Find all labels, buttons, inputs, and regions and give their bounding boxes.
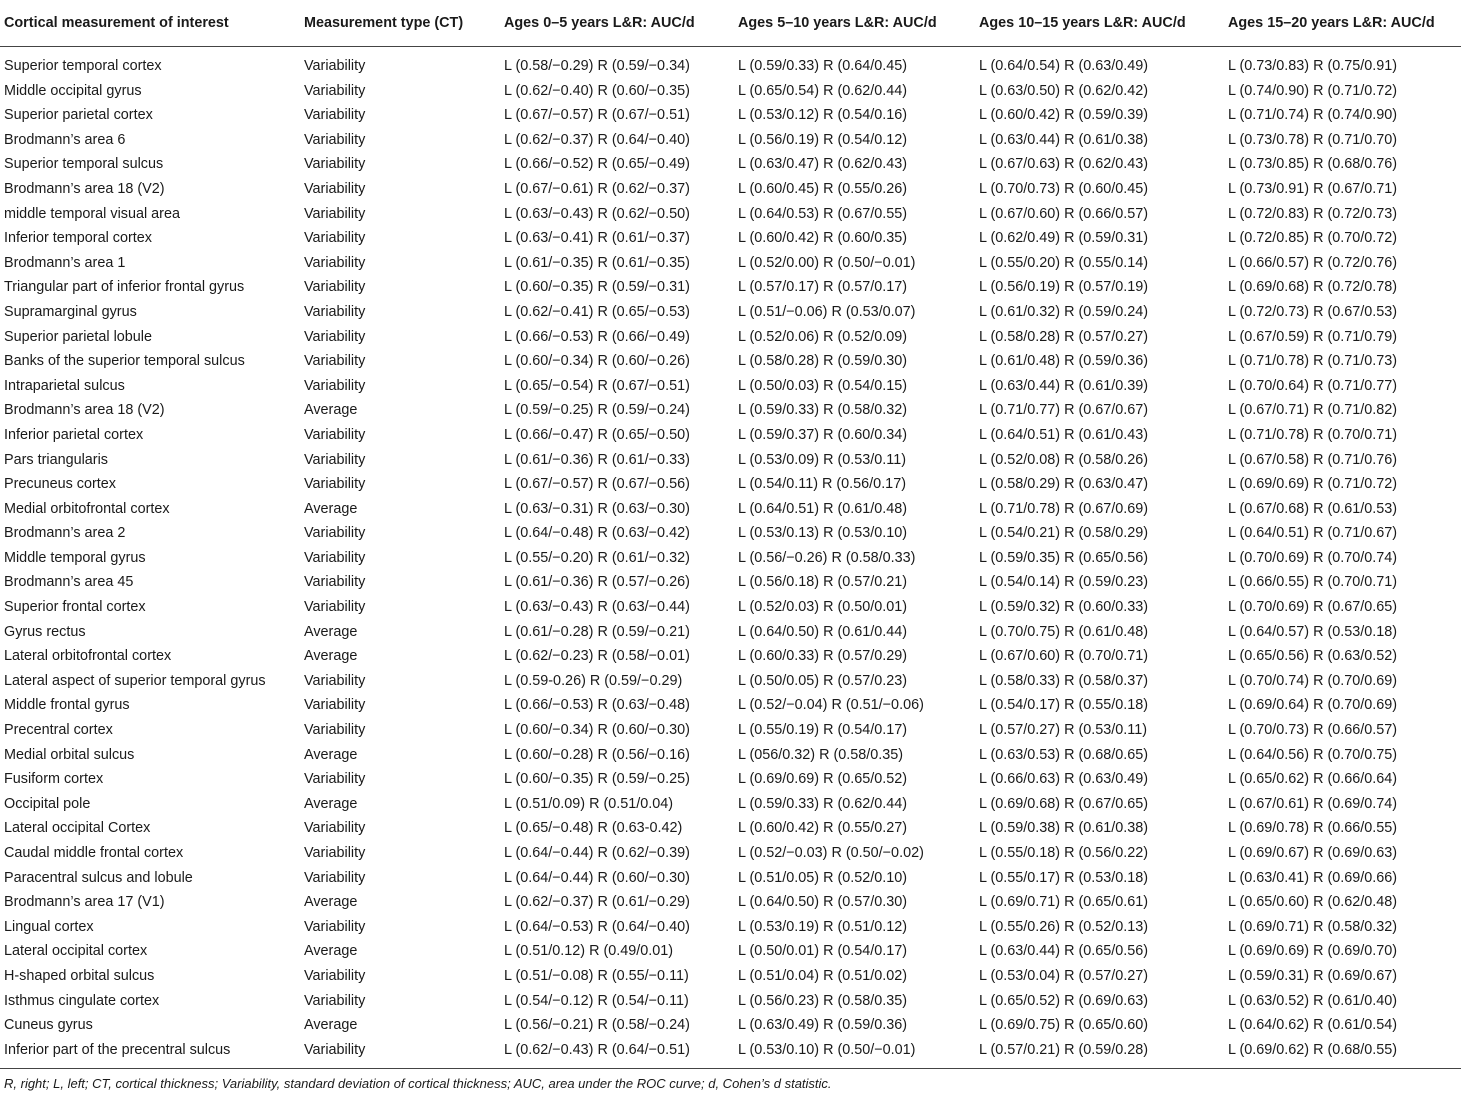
- cell-ages-15-20: L (0.67/0.68) R (0.61/0.53): [1228, 500, 1398, 517]
- cell-measurement-type: Average: [304, 943, 358, 960]
- cell-ages-15-20: L (0.63/0.52) R (0.61/0.40): [1228, 992, 1398, 1009]
- cell-ages-15-20: L (0.67/0.59) R (0.71/0.79): [1228, 328, 1398, 345]
- cell-region: Brodmann’s area 45: [4, 574, 134, 591]
- cell-region: Cuneus gyrus: [4, 1017, 93, 1034]
- cell-ages-0-5: L (0.62/−0.41) R (0.65/−0.53): [504, 303, 690, 320]
- cell-region: Superior parietal cortex: [4, 107, 153, 124]
- cell-region: Inferior part of the precentral sulcus: [4, 1041, 231, 1058]
- cell-measurement-type: Variability: [304, 722, 366, 739]
- cell-measurement-type: Variability: [304, 525, 366, 542]
- cell-ages-10-15: L (0.61/0.48) R (0.59/0.36): [979, 353, 1149, 370]
- cell-ages-10-15: L (0.71/0.77) R (0.67/0.67): [979, 402, 1149, 419]
- cell-ages-10-15: L (0.59/0.38) R (0.61/0.38): [979, 820, 1149, 837]
- cell-ages-5-10: L (0.53/0.12) R (0.54/0.16): [738, 107, 908, 124]
- table-row: [0, 226, 1461, 251]
- cell-ages-10-15: L (0.58/0.33) R (0.58/0.37): [979, 672, 1149, 689]
- cell-ages-0-5: L (0.66/−0.52) R (0.65/−0.49): [504, 156, 690, 173]
- cell-ages-10-15: L (0.63/0.50) R (0.62/0.42): [979, 82, 1149, 99]
- cell-ages-5-10: L (056/0.32) R (0.58/0.35): [738, 746, 904, 763]
- cell-ages-15-20: L (0.70/0.69) R (0.70/0.74): [1228, 549, 1398, 566]
- table-row: [0, 792, 1461, 817]
- cell-ages-0-5: L (0.51/0.12) R (0.49/0.01): [504, 943, 674, 960]
- cell-ages-10-15: L (0.55/0.18) R (0.56/0.22): [979, 845, 1149, 861]
- cell-ages-5-10: L (0.64/0.53) R (0.67/0.55): [738, 205, 908, 222]
- cell-ages-5-10: L (0.52/0.06) R (0.52/0.09): [738, 328, 908, 345]
- header-ages-5-10: Ages 5–10 years L&R: AUC/d: [738, 15, 937, 31]
- cell-ages-0-5: L (0.61/−0.35) R (0.61/−0.35): [504, 254, 690, 271]
- table-row: [0, 325, 1461, 350]
- cell-ages-15-20: L (0.70/0.64) R (0.71/0.77): [1228, 377, 1398, 394]
- cell-ages-0-5: L (0.60/−0.34) R (0.60/−0.30): [504, 722, 690, 739]
- cell-ages-15-20: L (0.69/0.64) R (0.70/0.69): [1228, 697, 1398, 714]
- cell-ages-5-10: L (0.51/0.04) R (0.51/0.02): [738, 967, 908, 984]
- cell-region: Middle temporal gyrus: [4, 549, 146, 566]
- cell-measurement-type: Variability: [304, 599, 366, 616]
- cell-measurement-type: Variability: [304, 377, 366, 394]
- cell-ages-5-10: L (0.50/0.05) R (0.57/0.23): [738, 672, 908, 689]
- cell-region: Middle occipital gyrus: [4, 82, 142, 99]
- cell-ages-0-5: L (0.63/−0.43) R (0.62/−0.50): [504, 205, 690, 222]
- cell-ages-15-20: L (0.73/0.83) R (0.75/0.91): [1228, 58, 1398, 74]
- cell-measurement-type: Variability: [304, 845, 366, 861]
- cell-ages-5-10: L (0.56/0.19) R (0.54/0.12): [738, 131, 908, 148]
- cell-ages-5-10: L (0.51/0.05) R (0.52/0.10): [738, 869, 908, 886]
- cell-region: Paracentral sulcus and lobule: [4, 869, 193, 886]
- cell-region: Brodmann’s area 2: [4, 525, 126, 542]
- table-row: [0, 152, 1461, 177]
- cell-ages-0-5: L (0.60/−0.35) R (0.59/−0.25): [504, 771, 690, 788]
- cell-region: Brodmann’s area 18 (V2): [4, 180, 165, 197]
- cell-ages-0-5: L (0.64/−0.44) R (0.62/−0.39): [504, 845, 690, 861]
- cell-ages-10-15: L (0.59/0.35) R (0.65/0.56): [979, 549, 1149, 566]
- cell-ages-10-15: L (0.55/0.17) R (0.53/0.18): [979, 869, 1149, 886]
- cell-ages-10-15: L (0.69/0.71) R (0.65/0.61): [979, 894, 1149, 911]
- cell-ages-0-5: L (0.62/−0.37) R (0.61/−0.29): [504, 894, 690, 911]
- cell-region: Inferior temporal cortex: [4, 230, 152, 247]
- cell-ages-5-10: L (0.50/0.01) R (0.54/0.17): [738, 943, 908, 960]
- cell-region: Superior temporal sulcus: [4, 156, 164, 173]
- table-footnote: R, right; L, left; CT, cortical thickness; Variability, standard deviation of cortical thickness; AUC, area under the ROC curve; d, Cohen’s d statistic.: [4, 1076, 832, 1091]
- cell-measurement-type: Variability: [304, 1041, 366, 1058]
- cell-region: Pars triangularis: [4, 451, 108, 468]
- cell-region: Caudal middle frontal cortex: [4, 845, 184, 861]
- cell-ages-10-15: L (0.63/0.44) R (0.65/0.56): [979, 943, 1149, 960]
- cell-ages-15-20: L (0.67/0.58) R (0.71/0.76): [1228, 451, 1398, 468]
- cell-ages-15-20: L (0.69/0.62) R (0.68/0.55): [1228, 1041, 1398, 1058]
- cell-ages-0-5: L (0.67/−0.57) R (0.67/−0.56): [504, 476, 690, 493]
- table-row: [0, 497, 1461, 522]
- cell-ages-15-20: L (0.74/0.90) R (0.71/0.72): [1228, 82, 1398, 99]
- table-row: [0, 890, 1461, 915]
- cell-ages-5-10: L (0.69/0.69) R (0.65/0.52): [738, 771, 908, 788]
- cell-ages-5-10: L (0.60/0.33) R (0.57/0.29): [738, 648, 908, 665]
- cell-measurement-type: Variability: [304, 574, 366, 591]
- cell-ages-15-20: L (0.69/0.67) R (0.69/0.63): [1228, 845, 1398, 861]
- cell-ages-10-15: L (0.58/0.29) R (0.63/0.47): [979, 476, 1149, 493]
- cell-ages-15-20: L (0.65/0.60) R (0.62/0.48): [1228, 894, 1398, 911]
- cell-ages-5-10: L (0.53/0.13) R (0.53/0.10): [738, 525, 908, 542]
- cell-measurement-type: Variability: [304, 230, 366, 247]
- cell-ages-5-10: L (0.59/0.33) R (0.58/0.32): [738, 402, 908, 419]
- table-row: [0, 767, 1461, 792]
- table-row: [0, 644, 1461, 669]
- table-row: [0, 472, 1461, 497]
- cell-ages-5-10: L (0.59/0.33) R (0.64/0.45): [738, 58, 908, 74]
- cell-ages-15-20: L (0.72/0.73) R (0.67/0.53): [1228, 303, 1398, 320]
- table-row: [0, 841, 1461, 866]
- cell-measurement-type: Average: [304, 623, 358, 640]
- cell-region: Lateral aspect of superior temporal gyrus: [4, 672, 266, 689]
- cell-region: Triangular part of inferior frontal gyrus: [4, 279, 245, 296]
- cell-ages-15-20: L (0.71/0.78) R (0.71/0.73): [1228, 353, 1398, 370]
- cell-ages-0-5: L (0.51/0.09) R (0.51/0.04): [504, 795, 674, 812]
- cell-ages-0-5: L (0.63/−0.31) R (0.63/−0.30): [504, 500, 690, 517]
- table-row: [0, 1038, 1461, 1069]
- cell-ages-0-5: L (0.59-0.26) R (0.59/−0.29): [504, 672, 683, 689]
- cell-ages-10-15: L (0.70/0.75) R (0.61/0.48): [979, 623, 1149, 640]
- cell-ages-10-15: L (0.54/0.14) R (0.59/0.23): [979, 574, 1149, 591]
- header-row: [0, 0, 1461, 47]
- cell-ages-0-5: L (0.65/−0.48) R (0.63-0.42): [504, 820, 683, 837]
- table-row: [0, 374, 1461, 399]
- cell-ages-0-5: L (0.66/−0.53) R (0.66/−0.49): [504, 328, 690, 345]
- cell-region: Superior temporal cortex: [4, 58, 162, 74]
- table-row: [0, 718, 1461, 743]
- cell-ages-5-10: L (0.56/0.18) R (0.57/0.21): [738, 574, 908, 591]
- cell-ages-15-20: L (0.71/0.74) R (0.74/0.90): [1228, 107, 1398, 124]
- table-row: [0, 620, 1461, 645]
- cell-ages-5-10: L (0.58/0.28) R (0.59/0.30): [738, 353, 908, 370]
- cell-ages-0-5: L (0.58/−0.29) R (0.59/−0.34): [504, 58, 690, 74]
- cell-measurement-type: Average: [304, 500, 358, 517]
- cell-ages-0-5: L (0.65/−0.54) R (0.67/−0.51): [504, 377, 690, 394]
- cell-ages-15-20: L (0.65/0.56) R (0.63/0.52): [1228, 648, 1398, 665]
- table-row: [0, 964, 1461, 989]
- table-header: [0, 0, 1461, 47]
- cell-ages-5-10: L (0.52/0.03) R (0.50/0.01): [738, 599, 908, 616]
- cell-ages-10-15: L (0.64/0.51) R (0.61/0.43): [979, 426, 1149, 443]
- cell-ages-5-10: L (0.63/0.47) R (0.62/0.43): [738, 156, 908, 173]
- cell-region: Precentral cortex: [4, 722, 113, 739]
- cell-ages-5-10: L (0.52/−0.03) R (0.50/−0.02): [738, 845, 924, 861]
- cell-ages-0-5: L (0.56/−0.21) R (0.58/−0.24): [504, 1017, 690, 1034]
- cell-ages-0-5: L (0.60/−0.28) R (0.56/−0.16): [504, 746, 690, 763]
- cell-measurement-type: Variability: [304, 672, 366, 689]
- header-cortical-measurement: Cortical measurement of interest: [4, 15, 229, 31]
- header-measurement-type: Measurement type (CT): [304, 15, 464, 31]
- cell-ages-0-5: L (0.66/−0.53) R (0.63/−0.48): [504, 697, 690, 714]
- header-ages-15-20: Ages 15–20 years L&R: AUC/d: [1228, 15, 1435, 31]
- cell-ages-10-15: L (0.66/0.63) R (0.63/0.49): [979, 771, 1149, 788]
- cell-measurement-type: Average: [304, 894, 358, 911]
- cell-ages-0-5: L (0.63/−0.43) R (0.63/−0.44): [504, 599, 690, 616]
- cell-ages-0-5: L (0.62/−0.40) R (0.60/−0.35): [504, 82, 690, 99]
- cell-region: Lateral orbitofrontal cortex: [4, 648, 172, 665]
- cell-ages-5-10: L (0.50/0.03) R (0.54/0.15): [738, 377, 908, 394]
- cell-ages-15-20: L (0.73/0.85) R (0.68/0.76): [1228, 156, 1398, 173]
- cell-ages-10-15: L (0.64/0.54) R (0.63/0.49): [979, 58, 1149, 74]
- cell-measurement-type: Variability: [304, 771, 366, 788]
- cell-ages-0-5: L (0.62/−0.23) R (0.58/−0.01): [504, 648, 690, 665]
- cell-ages-15-20: L (0.70/0.74) R (0.70/0.69): [1228, 672, 1398, 689]
- cell-region: Banks of the superior temporal sulcus: [4, 353, 245, 370]
- cell-ages-10-15: L (0.53/0.04) R (0.57/0.27): [979, 967, 1149, 984]
- cell-ages-0-5: L (0.60/−0.34) R (0.60/−0.26): [504, 353, 690, 370]
- cell-ages-5-10: L (0.52/−0.04) R (0.51/−0.06): [738, 697, 924, 714]
- cell-ages-10-15: L (0.70/0.73) R (0.60/0.45): [979, 180, 1149, 197]
- cell-measurement-type: Average: [304, 746, 358, 763]
- cell-ages-0-5: L (0.60/−0.35) R (0.59/−0.31): [504, 279, 690, 296]
- table-row: [0, 103, 1461, 128]
- cell-region: Supramarginal gyrus: [4, 303, 137, 320]
- cell-ages-15-20: L (0.63/0.41) R (0.69/0.66): [1228, 869, 1398, 886]
- cell-ages-5-10: L (0.60/0.45) R (0.55/0.26): [738, 180, 908, 197]
- cell-ages-5-10: L (0.53/0.09) R (0.53/0.11): [738, 451, 906, 468]
- cell-measurement-type: Variability: [304, 820, 366, 837]
- cell-ages-5-10: L (0.55/0.19) R (0.54/0.17): [738, 722, 908, 739]
- cell-measurement-type: Average: [304, 1017, 358, 1034]
- cell-ages-15-20: L (0.69/0.69) R (0.71/0.72): [1228, 476, 1398, 493]
- cell-ages-15-20: L (0.69/0.71) R (0.58/0.32): [1228, 918, 1398, 935]
- cell-measurement-type: Variability: [304, 254, 366, 271]
- cell-ages-10-15: L (0.67/0.60) R (0.70/0.71): [979, 648, 1149, 665]
- cell-ages-15-20: L (0.70/0.73) R (0.66/0.57): [1228, 722, 1398, 739]
- table-row: [0, 521, 1461, 546]
- cell-region: Lateral occipital cortex: [4, 943, 148, 960]
- cell-region: Inferior parietal cortex: [4, 426, 144, 443]
- cell-ages-5-10: L (0.54/0.11) R (0.56/0.17): [738, 476, 906, 493]
- cell-ages-10-15: L (0.63/0.44) R (0.61/0.38): [979, 131, 1149, 148]
- cell-ages-15-20: L (0.73/0.91) R (0.67/0.71): [1228, 180, 1398, 197]
- table-row: [0, 595, 1461, 620]
- cell-measurement-type: Variability: [304, 303, 366, 320]
- table-row: [0, 349, 1461, 374]
- cell-region: Superior parietal lobule: [4, 328, 152, 345]
- cell-measurement-type: Variability: [304, 967, 366, 984]
- table-row: [0, 866, 1461, 891]
- cell-ages-0-5: L (0.64/−0.44) R (0.60/−0.30): [504, 869, 690, 886]
- cell-measurement-type: Variability: [304, 328, 366, 345]
- cell-ages-10-15: L (0.54/0.17) R (0.55/0.18): [979, 697, 1149, 714]
- cell-ages-10-15: L (0.67/0.63) R (0.62/0.43): [979, 156, 1149, 173]
- cell-measurement-type: Variability: [304, 58, 366, 74]
- cell-measurement-type: Average: [304, 648, 358, 665]
- cell-region: Medial orbitofrontal cortex: [4, 500, 170, 517]
- cell-ages-0-5: L (0.61/−0.36) R (0.57/−0.26): [504, 574, 690, 591]
- table-row: [0, 423, 1461, 448]
- cell-ages-15-20: L (0.69/0.68) R (0.72/0.78): [1228, 279, 1398, 296]
- table-row: [0, 546, 1461, 571]
- cell-ages-0-5: L (0.59/−0.25) R (0.59/−0.24): [504, 402, 690, 419]
- cell-ages-15-20: L (0.73/0.78) R (0.71/0.70): [1228, 131, 1398, 148]
- cell-ages-5-10: L (0.56/−0.26) R (0.58/0.33): [738, 549, 916, 566]
- cell-ages-15-20: L (0.64/0.62) R (0.61/0.54): [1228, 1017, 1398, 1034]
- table-row: [0, 570, 1461, 595]
- cell-ages-0-5: L (0.55/−0.20) R (0.61/−0.32): [504, 549, 690, 566]
- cell-ages-5-10: L (0.60/0.42) R (0.55/0.27): [738, 820, 908, 837]
- cell-ages-0-5: L (0.67/−0.57) R (0.67/−0.51): [504, 107, 690, 124]
- cell-ages-15-20: L (0.69/0.69) R (0.69/0.70): [1228, 943, 1398, 960]
- cell-measurement-type: Variability: [304, 451, 366, 468]
- cell-ages-0-5: L (0.62/−0.43) R (0.64/−0.51): [504, 1041, 690, 1058]
- cell-measurement-type: Average: [304, 402, 358, 419]
- cell-ages-5-10: L (0.57/0.17) R (0.57/0.17): [738, 279, 908, 296]
- cell-region: Precuneus cortex: [4, 476, 116, 493]
- cell-region: Intraparietal sulcus: [4, 377, 125, 394]
- cell-ages-10-15: L (0.52/0.08) R (0.58/0.26): [979, 451, 1149, 468]
- table-row: [0, 275, 1461, 300]
- cell-ages-10-15: L (0.67/0.60) R (0.66/0.57): [979, 205, 1149, 222]
- cell-ages-15-20: L (0.69/0.78) R (0.66/0.55): [1228, 820, 1398, 837]
- cell-ages-0-5: L (0.67/−0.61) R (0.62/−0.37): [504, 180, 690, 197]
- cell-ages-10-15: L (0.62/0.49) R (0.59/0.31): [979, 230, 1149, 247]
- table-row: [0, 47, 1461, 79]
- table-row: [0, 693, 1461, 718]
- cell-region: Medial orbital sulcus: [4, 746, 135, 763]
- cell-ages-15-20: L (0.65/0.62) R (0.66/0.64): [1228, 771, 1398, 788]
- cell-ages-10-15: L (0.63/0.44) R (0.61/0.39): [979, 377, 1149, 394]
- cell-measurement-type: Variability: [304, 869, 366, 886]
- cell-ages-0-5: L (0.62/−0.37) R (0.64/−0.40): [504, 131, 690, 148]
- header-ages-10-15: Ages 10–15 years L&R: AUC/d: [979, 15, 1186, 31]
- cell-ages-15-20: L (0.67/0.71) R (0.71/0.82): [1228, 402, 1398, 419]
- table-row: [0, 251, 1461, 276]
- cell-ages-0-5: L (0.64/−0.48) R (0.63/−0.42): [504, 525, 690, 542]
- cell-region: Isthmus cingulate cortex: [4, 992, 160, 1009]
- table-row: [0, 939, 1461, 964]
- table-row: [0, 300, 1461, 325]
- cell-ages-15-20: L (0.71/0.78) R (0.70/0.71): [1228, 426, 1398, 443]
- cell-ages-10-15: L (0.71/0.78) R (0.67/0.69): [979, 500, 1149, 517]
- cell-ages-10-15: L (0.57/0.27) R (0.53/0.11): [979, 722, 1147, 739]
- cell-ages-10-15: L (0.55/0.26) R (0.52/0.13): [979, 918, 1149, 935]
- cell-measurement-type: Variability: [304, 353, 366, 370]
- cell-measurement-type: Variability: [304, 549, 366, 566]
- cell-ages-5-10: L (0.56/0.23) R (0.58/0.35): [738, 992, 908, 1009]
- cell-ages-15-20: L (0.72/0.85) R (0.70/0.72): [1228, 230, 1398, 247]
- cell-ages-15-20: L (0.59/0.31) R (0.69/0.67): [1228, 967, 1398, 984]
- table-row: [0, 79, 1461, 104]
- cell-ages-15-20: L (0.64/0.56) R (0.70/0.75): [1228, 746, 1398, 763]
- cell-region: Superior frontal cortex: [4, 599, 146, 616]
- cell-measurement-type: Average: [304, 795, 358, 812]
- cell-region: Fusiform cortex: [4, 771, 104, 788]
- cell-ages-10-15: L (0.63/0.53) R (0.68/0.65): [979, 746, 1149, 763]
- cell-ages-0-5: L (0.54/−0.12) R (0.54/−0.11): [504, 992, 689, 1009]
- cell-measurement-type: Variability: [304, 992, 366, 1009]
- cell-ages-0-5: L (0.61/−0.28) R (0.59/−0.21): [504, 623, 690, 640]
- cell-measurement-type: Variability: [304, 476, 366, 493]
- table-row: [0, 816, 1461, 841]
- cell-region: Brodmann’s area 17 (V1): [4, 894, 165, 911]
- cell-region: Middle frontal gyrus: [4, 697, 130, 714]
- cell-ages-15-20: L (0.72/0.83) R (0.72/0.73): [1228, 205, 1398, 222]
- table-body: [0, 47, 1461, 1069]
- cell-ages-15-20: L (0.70/0.69) R (0.67/0.65): [1228, 599, 1398, 616]
- cell-ages-5-10: L (0.64/0.51) R (0.61/0.48): [738, 500, 908, 517]
- cell-ages-5-10: L (0.59/0.33) R (0.62/0.44): [738, 795, 908, 812]
- cell-ages-15-20: L (0.66/0.57) R (0.72/0.76): [1228, 254, 1398, 271]
- cell-ages-10-15: L (0.60/0.42) R (0.59/0.39): [979, 107, 1149, 124]
- cell-region: Lateral occipital Cortex: [4, 820, 151, 837]
- cell-ages-10-15: L (0.58/0.28) R (0.57/0.27): [979, 328, 1149, 345]
- cell-ages-10-15: L (0.59/0.32) R (0.60/0.33): [979, 599, 1149, 616]
- table-row: [0, 202, 1461, 227]
- cell-ages-5-10: L (0.53/0.19) R (0.51/0.12): [738, 918, 908, 935]
- cell-region: Brodmann’s area 18 (V2): [4, 402, 165, 419]
- cell-ages-15-20: L (0.66/0.55) R (0.70/0.71): [1228, 574, 1398, 591]
- cell-ages-10-15: L (0.56/0.19) R (0.57/0.19): [979, 279, 1149, 296]
- cell-ages-5-10: L (0.65/0.54) R (0.62/0.44): [738, 82, 908, 99]
- cell-ages-0-5: L (0.66/−0.47) R (0.65/−0.50): [504, 426, 690, 443]
- cell-measurement-type: Variability: [304, 697, 366, 714]
- cell-measurement-type: Variability: [304, 279, 366, 296]
- cell-measurement-type: Variability: [304, 82, 366, 99]
- cell-region: Occipital pole: [4, 795, 91, 812]
- cell-measurement-type: Variability: [304, 180, 366, 197]
- cell-ages-5-10: L (0.60/0.42) R (0.60/0.35): [738, 230, 908, 247]
- cell-ages-15-20: L (0.64/0.51) R (0.71/0.67): [1228, 525, 1398, 542]
- cell-measurement-type: Variability: [304, 131, 366, 148]
- cell-region: Brodmann’s area 6: [4, 131, 126, 148]
- cell-region: Brodmann’s area 1: [4, 254, 126, 271]
- cell-ages-0-5: L (0.51/−0.08) R (0.55/−0.11): [504, 967, 689, 984]
- cell-ages-15-20: L (0.67/0.61) R (0.69/0.74): [1228, 795, 1398, 812]
- cell-region: H-shaped orbital sulcus: [4, 967, 155, 984]
- cell-measurement-type: Variability: [304, 205, 366, 222]
- cell-ages-10-15: L (0.65/0.52) R (0.69/0.63): [979, 992, 1149, 1009]
- table-row: [0, 128, 1461, 153]
- cell-measurement-type: Variability: [304, 426, 366, 443]
- table-row: [0, 669, 1461, 694]
- table-row: [0, 448, 1461, 473]
- cell-ages-15-20: L (0.64/0.57) R (0.53/0.18): [1228, 623, 1398, 640]
- cell-measurement-type: Variability: [304, 107, 366, 124]
- cell-measurement-type: Variability: [304, 156, 366, 173]
- cell-ages-5-10: L (0.63/0.49) R (0.59/0.36): [738, 1017, 908, 1034]
- header-ages-0-5: Ages 0–5 years L&R: AUC/d: [504, 15, 695, 31]
- table-row: [0, 177, 1461, 202]
- cell-ages-5-10: L (0.52/0.00) R (0.50/−0.01): [738, 254, 916, 271]
- cell-ages-5-10: L (0.64/0.50) R (0.61/0.44): [738, 623, 908, 640]
- cell-region: Gyrus rectus: [4, 623, 86, 640]
- table-row: [0, 1013, 1461, 1038]
- cell-ages-0-5: L (0.63/−0.41) R (0.61/−0.37): [504, 230, 690, 247]
- cell-ages-10-15: L (0.69/0.75) R (0.65/0.60): [979, 1017, 1149, 1034]
- cell-measurement-type: Variability: [304, 918, 366, 935]
- cell-ages-5-10: L (0.51/−0.06) R (0.53/0.07): [738, 303, 916, 320]
- cell-ages-10-15: L (0.61/0.32) R (0.59/0.24): [979, 303, 1149, 320]
- cell-ages-10-15: L (0.57/0.21) R (0.59/0.28): [979, 1041, 1149, 1058]
- cell-ages-5-10: L (0.53/0.10) R (0.50/−0.01): [738, 1041, 916, 1058]
- cell-ages-10-15: L (0.69/0.68) R (0.67/0.65): [979, 795, 1149, 812]
- table-row: [0, 743, 1461, 768]
- cell-ages-0-5: L (0.61/−0.36) R (0.61/−0.33): [504, 451, 690, 468]
- table-row: [0, 915, 1461, 940]
- cell-ages-0-5: L (0.64/−0.53) R (0.64/−0.40): [504, 918, 690, 935]
- cell-ages-10-15: L (0.54/0.21) R (0.58/0.29): [979, 525, 1149, 542]
- table-row: [0, 398, 1461, 423]
- table-row: [0, 989, 1461, 1014]
- cell-ages-5-10: L (0.59/0.37) R (0.60/0.34): [738, 426, 908, 443]
- cell-region: Lingual cortex: [4, 918, 94, 935]
- cell-ages-5-10: L (0.64/0.50) R (0.57/0.30): [738, 894, 908, 911]
- cell-region: middle temporal visual area: [4, 205, 180, 222]
- cell-ages-10-15: L (0.55/0.20) R (0.55/0.14): [979, 254, 1149, 271]
